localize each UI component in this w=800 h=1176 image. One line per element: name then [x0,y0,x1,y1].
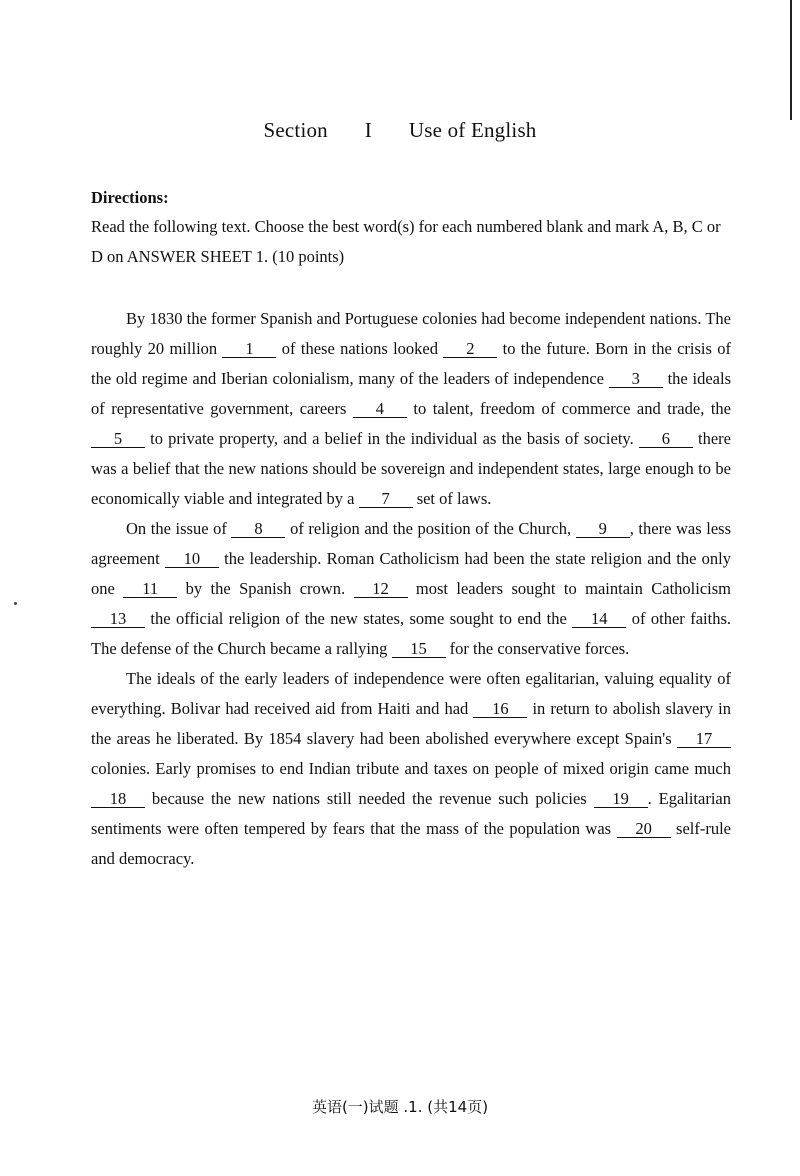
passage-text: . Egalitarian sentiments were often tempered by fears that the mass of the population was [91,789,731,838]
passage-text: to the future. Born in the crisis of the old regime and Iberian colonialism, many of the leaders of independence [91,339,732,388]
section-numeral: I [364,118,372,142]
blank-11: 11 [123,580,177,598]
blank-7: 7 [359,490,413,508]
section-name: Use of English [408,118,537,142]
passage-text: most leaders sought to maintain Catholicism [407,579,732,598]
directions-text: Read the following text. Choose the best word(s) for each numbered blank and mark A, B, C or D on ANSWER SHEET 1. (10 points) [91,217,721,266]
blank-19: 19 [594,790,648,808]
passage-text: the leadership. Roman Catholicism had been the state religion and the only one [91,549,731,598]
passage-paragraph [91,304,731,514]
passage-paragraph [91,514,731,664]
passage-text: there was a belief that the new nations should be sovereign and independent states, large enough to be economically viable and integrated by a [91,429,731,508]
blank-1: 1 [222,340,276,358]
blank-10: 10 [165,550,219,568]
passage-text: , there was less agreement [91,519,731,568]
blank-4: 4 [353,400,407,418]
blank-15: 15 [392,640,446,658]
directions-block [91,184,731,272]
blank-5: 5 [91,430,145,448]
blank-20: 20 [617,820,671,838]
passage-text: set of laws. [412,489,492,508]
passage-text: The ideals of the early leaders of independence were often egalitarian, valuing equality of everything. Bolivar had received aid from Haiti and had [91,669,731,718]
passage-text: colonies. Early promises to end Indian tribute and taxes on people of mixed origin came much [91,759,731,778]
blank-16: 16 [473,700,527,718]
blank-3: 3 [609,370,663,388]
passage-text: to talent, freedom of commerce and trade, the [406,399,731,418]
page-edge-line [790,0,792,120]
scan-speck [14,602,17,605]
passage-text: self-rule and democracy. [91,819,731,868]
passage-text: the official religion of the new states, some sought to end the [145,609,573,628]
passage-text: the ideals of representative government, careers [91,369,731,418]
passage-text: because the new nations still needed the revenue such policies [145,789,594,808]
section-label: Section [263,118,328,142]
blank-14: 14 [572,610,626,628]
passage-text: in return to abolish slavery in the areas he liberated. By 1854 slavery had been abolished everywhere except Spain's [91,699,731,748]
blank-17: 17 [677,730,731,748]
passage-text: By 1830 the former Spanish and Portuguese colonies had become independent nations. The roughly 20 million [91,309,731,358]
section-title [0,118,800,143]
passage-text: to private property, and a belief in the individual as the basis of society. [145,429,639,448]
directions-label: Directions: [91,188,169,207]
passage-paragraph [91,664,731,874]
blank-9: 9 [576,520,630,538]
blank-13: 13 [91,610,145,628]
blank-2: 2 [443,340,497,358]
passage-text: of these nations looked [276,339,444,358]
page-footer: 英语(一)试题 .1. (共14页) [311,1098,489,1116]
passage-text: for the conservative forces. [445,639,630,658]
blank-6: 6 [639,430,693,448]
blank-12: 12 [354,580,408,598]
passage-text: of other faiths. The defense of the Church became a rallying [91,609,731,658]
passage-text: of religion and the position of the Church, [285,519,576,538]
blank-8: 8 [231,520,285,538]
blank-18: 18 [91,790,145,808]
passage-text: by the Spanish crown. [177,579,354,598]
cloze-passage [91,304,731,874]
passage-text: On the issue of [126,519,232,538]
